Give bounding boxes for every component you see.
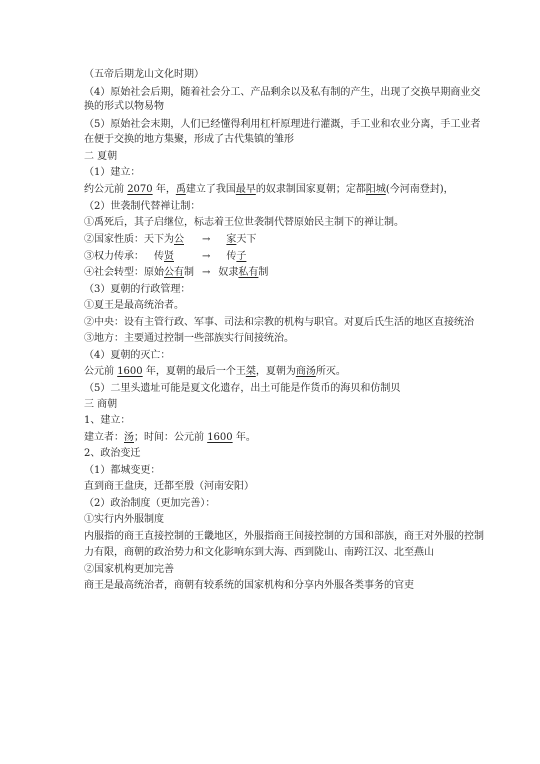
subheading: （1）都城变更： <box>84 465 161 476</box>
blank-year: 1600 <box>207 432 233 443</box>
blank-earliest: 最早 <box>235 184 256 195</box>
text-line: ②中央：设有主管行政、军事、司法和宗教的机构与职官。对夏后氏生活的地区直接统治 <box>84 317 474 328</box>
text-line: （4）原始社会后期，随着社会分工、产品剩余以及私有制的产生，出现了交换早期商业交 <box>84 87 481 98</box>
text-line: ②国家机构更加完善 <box>84 564 174 575</box>
blank-year: 1600 <box>117 366 143 377</box>
text-line: ③地方：主要通过控制一些部族实行间接统治。 <box>84 333 294 344</box>
blank-virtue: 贤 <box>164 251 174 262</box>
subheading: （3）夏朝的行政管理： <box>84 284 191 295</box>
blank-son: 子 <box>236 251 247 262</box>
state-nature-line: ②国家性质：天下为公 → 家天下 <box>84 234 257 245</box>
shang-founding-line: 建立者：汤；时间：公元前 1600 年。 <box>84 432 256 443</box>
blank-capital: 阳城 <box>365 184 386 195</box>
xia-founding-line: 约公元前 2070 年，禹建立了我国最早的奴隶制国家夏朝；定都阳城(今河南登封)， <box>84 184 454 195</box>
blank-public-ownership: 公有 <box>164 267 184 278</box>
xia-fall-line: 公元前 1600 年，夏朝的最后一个王桀，夏朝为商汤所灭。 <box>84 366 346 377</box>
blank-founder: 汤 <box>124 432 134 443</box>
subheading: （1）建立： <box>84 167 141 178</box>
blank-king: 桀 <box>245 366 256 377</box>
section-heading: 二 夏朝 <box>84 151 118 162</box>
text-line: 力有限，商朝的政治势力和文化影响东到大海、西到陇山、南跨江汉、北至燕山 <box>84 547 434 558</box>
blank-public: 公 <box>174 234 184 245</box>
blank-conqueror: 商汤 <box>295 366 316 377</box>
text-line: 内服指的商王直接控制的王畿地区，外服指商王间接控制的方国和部族，商王对外服的控制 <box>84 531 484 542</box>
blank-family: 家 <box>226 234 237 245</box>
text-line: （5）原始社会末期，人们已经懂得利用杠杆原理进行灌溉，手工业和农业分离，手工业者 <box>84 119 481 130</box>
text-line: （5）二里头遗址可能是夏文化遗存，出土可能是作货币的海贝和仿制贝 <box>84 383 401 394</box>
arrow-icon: → <box>202 251 211 262</box>
text-line: ①禹死后，其子启继位，标志着王位世袭制代替原始民主制下的禅让制。 <box>84 217 404 228</box>
section-heading: 三 商朝 <box>84 399 118 410</box>
arrow-icon: → <box>202 267 211 278</box>
arrow-icon: → <box>202 234 211 245</box>
social-change-line: ④社会转型：原始公有制 → 奴隶私有制 <box>84 267 269 278</box>
blank-founder: 禹 <box>175 184 186 195</box>
subheading: （2）政治制度（更加完善）： <box>84 498 216 509</box>
text-line: 换的形式以物易物 <box>84 101 164 112</box>
text-line: 商王是最高统治者，商朝有较系统的国家机构和分享内外服各类事务的官吏 <box>84 580 414 591</box>
text-line: ①实行内外服制度 <box>84 514 164 525</box>
blank-private-ownership: 私有 <box>238 267 259 278</box>
text-line: ①夏王是最高统治者。 <box>84 300 184 311</box>
succession-line: ③权力传承： 传贤 → 传子 <box>84 251 247 262</box>
text-line: 直到商王盘庚，迁都至殷（河南安阳） <box>84 481 254 492</box>
subheading: （2）世袭制代替禅让制： <box>84 201 201 212</box>
subheading: （4）夏朝的灭亡： <box>84 350 171 361</box>
blank-year: 2070 <box>127 184 153 195</box>
subheading: 1、建立： <box>84 415 131 426</box>
text-line: 在便于交换的地方集聚，形成了古代集镇的雏形 <box>84 134 294 145</box>
subheading: 2、政治变迁 <box>84 448 141 459</box>
text-line: （五帝后期龙山文化时期） <box>84 69 204 80</box>
